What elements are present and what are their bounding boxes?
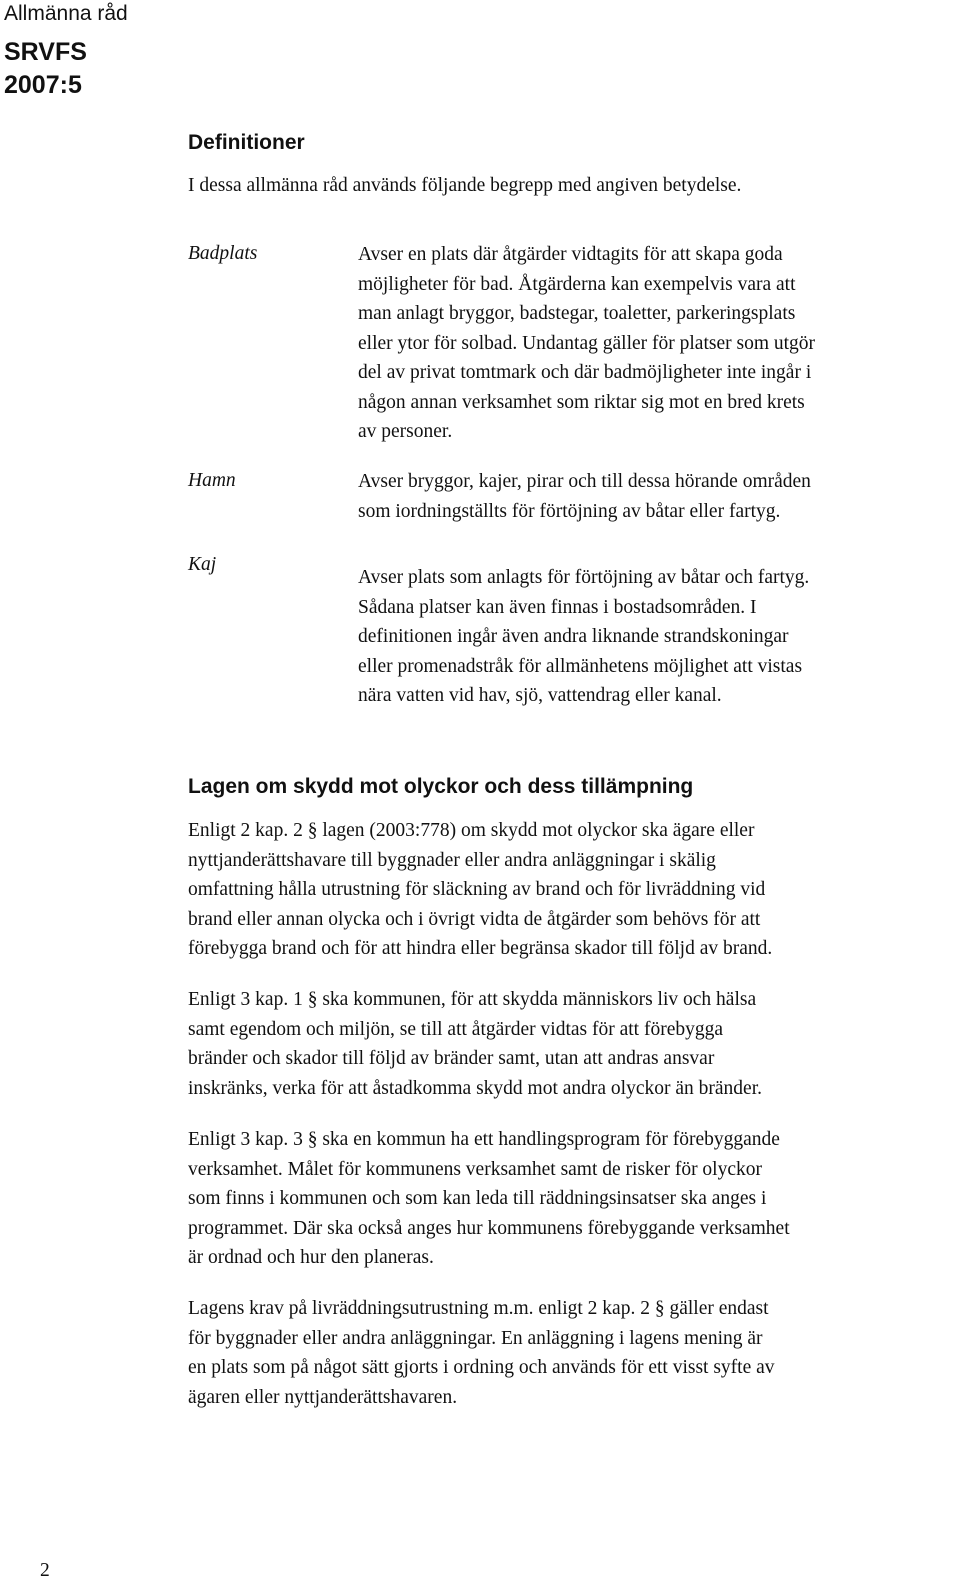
law-section-heading: Lagen om skydd mot olyckor och dess tillämpning xyxy=(188,775,694,798)
term-badplats: Badplats xyxy=(188,243,258,264)
law-paragraph-2 xyxy=(188,985,762,1103)
definition-line: del av privat tomtmark och där badmöjligheter inte ingår i xyxy=(358,362,812,383)
paragraph-line: programmet. Där ska också anges hur kommunens förebyggande verksamhet xyxy=(188,1217,790,1239)
definition-line: Sådana platser kan även finnas i bostadsområden. I xyxy=(358,596,757,618)
definition-line: någon annan verksamhet som riktar sig mot en bred krets xyxy=(358,391,805,413)
paragraph-line: Lagens krav på livräddningsutrustning m.m. enligt 2 kap. 2 § gäller endast xyxy=(188,1298,769,1319)
term-hamn: Hamn xyxy=(188,470,236,491)
definition-line: definitionen ingår även andra liknande strandskoningar xyxy=(358,626,789,647)
definition-line: man anlagt bryggor, badstegar, toaletter, parkeringsplats xyxy=(358,303,796,324)
definition-line: nära vatten vid hav, sjö, vattendrag eller kanal. xyxy=(358,685,722,706)
definition-line: som iordningställts för förtöjning av båtar eller fartyg. xyxy=(358,500,781,522)
definition-line: eller ytor för solbad. Undantag gäller för platser som utgör xyxy=(358,332,816,354)
definition-line: Avser bryggor, kajer, pirar och till dessa hörande områden xyxy=(358,471,811,492)
paragraph-line: verksamhet. Målet för kommunens verksamhet samt de risker för olyckor xyxy=(188,1158,763,1180)
definition-line: av personer. xyxy=(358,421,453,442)
definitions-heading: Definitioner xyxy=(188,131,305,154)
paragraph-line: som finns i kommunen och som kan leda till räddningsinsatser ska anges i xyxy=(188,1188,767,1209)
definition-line: möjligheter för bad. Åtgärderna kan exempelvis vara att xyxy=(358,273,796,295)
term-kaj: Kaj xyxy=(188,554,217,575)
paragraph-line: brand eller annan olycka och i övrigt vidta de åtgärder som behövs för att xyxy=(188,908,761,930)
document-code xyxy=(4,36,87,102)
definitions-intro: I dessa allmänna råd används följande begrepp med angiven betydelse. xyxy=(188,175,742,196)
definition-line: Avser en plats där åtgärder vidtagits för att skapa goda xyxy=(358,244,783,265)
paragraph-line: Enligt 2 kap. 2 § lagen (2003:778) om skydd mot olyckor ska ägare eller xyxy=(188,820,755,841)
paragraph-line: nyttjanderättshavare till byggnader eller andra anläggningar i skälig xyxy=(188,849,716,871)
document-code-line-1: SRVFS xyxy=(4,38,87,66)
paragraph-line: för byggnader eller andra anläggningar. En anläggning i lagens mening är xyxy=(188,1327,763,1349)
paragraph-line: samt egendom och miljön, se till att åtgärder vidtas för att förebygga xyxy=(188,1018,724,1040)
page-number: 2 xyxy=(40,1560,50,1581)
definition-line: eller promenadstråk för allmänhetens möjlighet att vistas xyxy=(358,655,803,677)
paragraph-line: förebygga brand och för att hindra eller begränsa skador till följd av brand. xyxy=(188,938,773,959)
paragraph-line: Enligt 3 kap. 1 § ska kommunen, för att skydda människors liv och hälsa xyxy=(188,989,757,1010)
definition-kaj xyxy=(358,563,809,711)
paragraph-line: en plats som på något sätt gjorts i ordning och används för ett visst syfte av xyxy=(188,1357,775,1378)
law-paragraph-4 xyxy=(188,1294,775,1412)
paragraph-line: ägaren eller nyttjanderättshavaren. xyxy=(188,1386,458,1408)
document-series-label: Allmänna råd xyxy=(4,2,128,25)
document-code-line-2: 2007:5 xyxy=(4,71,82,99)
definition-badplats xyxy=(358,240,815,447)
paragraph-line: omfattning hålla utrustning för släckning av brand och för livräddning vid xyxy=(188,879,766,900)
paragraph-line: bränder och skador till följd av bränder samt, utan att andras ansvar xyxy=(188,1048,715,1069)
law-paragraph-3 xyxy=(188,1125,790,1273)
paragraph-line: är ordnad och hur den planeras. xyxy=(188,1247,434,1268)
paragraph-line: Enligt 3 kap. 3 § ska en kommun ha ett handlingsprogram för förebyggande xyxy=(188,1129,780,1150)
definition-line: Avser plats som anlagts för förtöjning av båtar och fartyg. xyxy=(358,567,810,588)
paragraph-line: inskränks, verka för att åstadkomma skydd mot andra olyckor än bränder. xyxy=(188,1077,763,1099)
law-paragraph-1 xyxy=(188,816,772,964)
definition-hamn xyxy=(358,467,811,526)
